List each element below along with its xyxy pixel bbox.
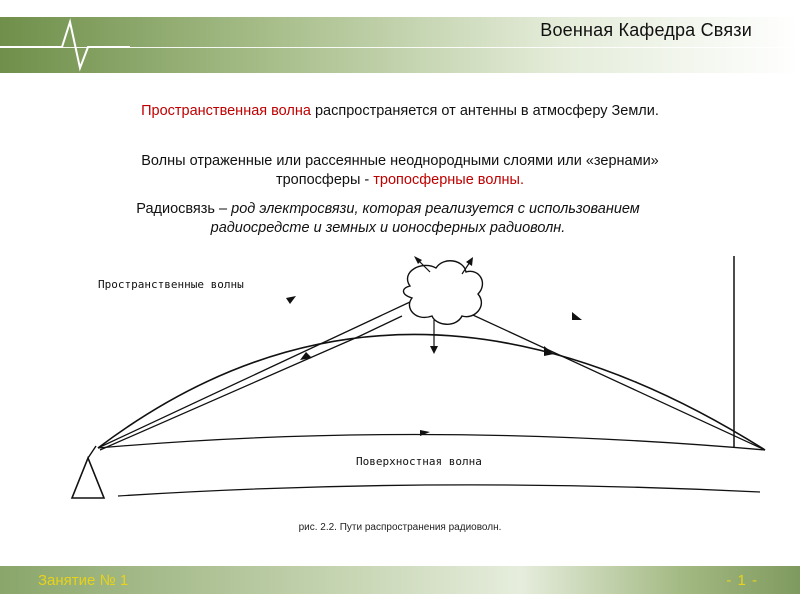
radio-lead: Радиосвязь –	[136, 201, 232, 217]
tropo-prefix: тропосферы -	[275, 172, 374, 188]
radio-propagation-diagram	[60, 250, 780, 510]
header-title: Военная Кафедра Связи	[540, 20, 752, 40]
arrow-marker	[544, 346, 554, 356]
surface-wave-lower	[118, 485, 760, 496]
radio-definition-1: род электросвязи, которая реализуется с использованием	[231, 201, 640, 217]
cloud-icon	[404, 261, 483, 325]
label-surface-wave: Поверхностная волна	[356, 455, 482, 468]
tropo-line-1: Волны отраженные или рассеянные неоднородными слоями или «зернами»	[141, 153, 659, 169]
surface-wave-upper	[98, 434, 765, 450]
antenna-icon	[72, 458, 104, 498]
tropo-path-right	[462, 310, 765, 450]
space-wave-term: Пространственная волна	[141, 103, 311, 119]
label-space-waves: Пространственные волны	[98, 278, 244, 291]
radio-definition-2: радиосредсте и земных и ионосферных радиоволн.	[210, 220, 566, 236]
radio-line-2	[0, 219, 788, 238]
tropo-term: тропосферные волны.	[373, 172, 525, 188]
page-number: - 1 -	[726, 572, 758, 589]
space-wave-arc	[98, 334, 765, 450]
tropo-line-2	[0, 171, 800, 190]
figure-caption: рис. 2.2. Пути распространения радиоволн.	[298, 522, 502, 533]
radio-paragraph	[0, 200, 788, 238]
lesson-number: Занятие № 1	[38, 572, 129, 589]
arrow-marker	[572, 312, 582, 320]
tropo-path-return-left	[100, 316, 402, 450]
signal-pulse-icon	[0, 0, 130, 80]
radio-line-1	[0, 200, 788, 219]
arrow-marker	[286, 296, 296, 304]
tropo-paragraph	[0, 152, 800, 190]
intro-paragraph	[0, 102, 800, 121]
space-wave-description: распространяется от антенны в атмосферу Земли.	[310, 103, 659, 119]
tropo-path-up	[98, 302, 410, 448]
